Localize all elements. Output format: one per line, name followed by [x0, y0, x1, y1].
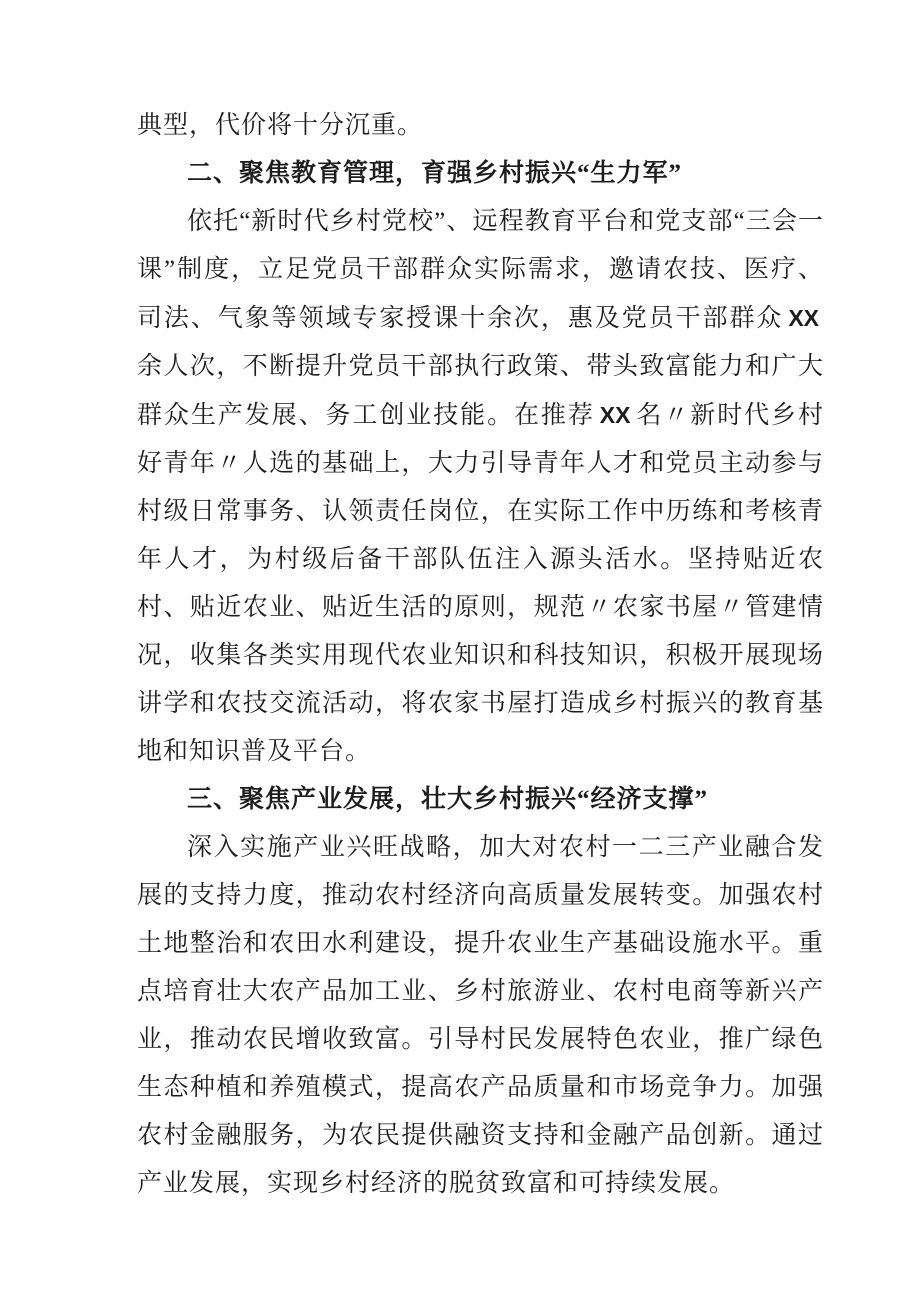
- text-run: 典型，代价将十分沉重。: [137, 112, 424, 139]
- text-run: 依托“新时代乡村党校”、远程教育平台和党支部“三会一课”制度，立足党员干部群众实际需求，邀请农技、医疗、司法、气象等领域专家授课十余次，惠及党员干部群众: [137, 208, 824, 332]
- text-run: 二、聚焦教育管理，育强乡村振兴“生力军”: [187, 160, 683, 187]
- placeholder-value: XX: [788, 305, 819, 331]
- text-run: 名〃新时代乡村好青年〃人选的基础上，大力引导青年人才和党员主动参与村级日常事务、认领责任岗位，在实际工作中历练和考核青年人才，为村级后备干部队伍注入源头活水。坚持贴近农村、贴近农业、贴近生活的原则，规范〃农家书屋〃管建情况，收集各类实用现代农业知识和科技知识，积极开展现场讲学和农技交流活动，将农家书屋打造成乡村振兴的教育基地和知识普及平台。: [137, 402, 824, 765]
- text-run: 余人次，不断提升党员干部执行政策、带头致富能力和广大群众生产发展、务工创业技能。在推荐: [137, 353, 824, 429]
- body-paragraph: [137, 102, 824, 150]
- section-heading: [137, 150, 824, 198]
- text-run: 深入实施产业兴旺战略，加大对农村一二三产业融合发展的支持力度，推动农村经济向高质量发展转变。加强农村土地整治和农田水利建设，提升农业生产基础设施水平。重点培育壮大农产品加工业、乡村旅游业、农村电商等新兴产业，推动农民增收致富。引导村民发展特色农业，推广绿色生态种植和养殖模式，提高农产品质量和市场竞争力。加强农村金融服务，为农民提供融资支持和金融产品创新。通过产业发展，实现乡村经济的脱贫致富和可持续发展。: [137, 834, 824, 1197]
- body-paragraph: [137, 198, 824, 776]
- section-heading: [137, 776, 824, 824]
- body-paragraph: [137, 824, 824, 1208]
- text-run: 三、聚焦产业发展，壮大乡村振兴“经济支撑”: [187, 786, 709, 813]
- placeholder-value: XX: [599, 402, 631, 428]
